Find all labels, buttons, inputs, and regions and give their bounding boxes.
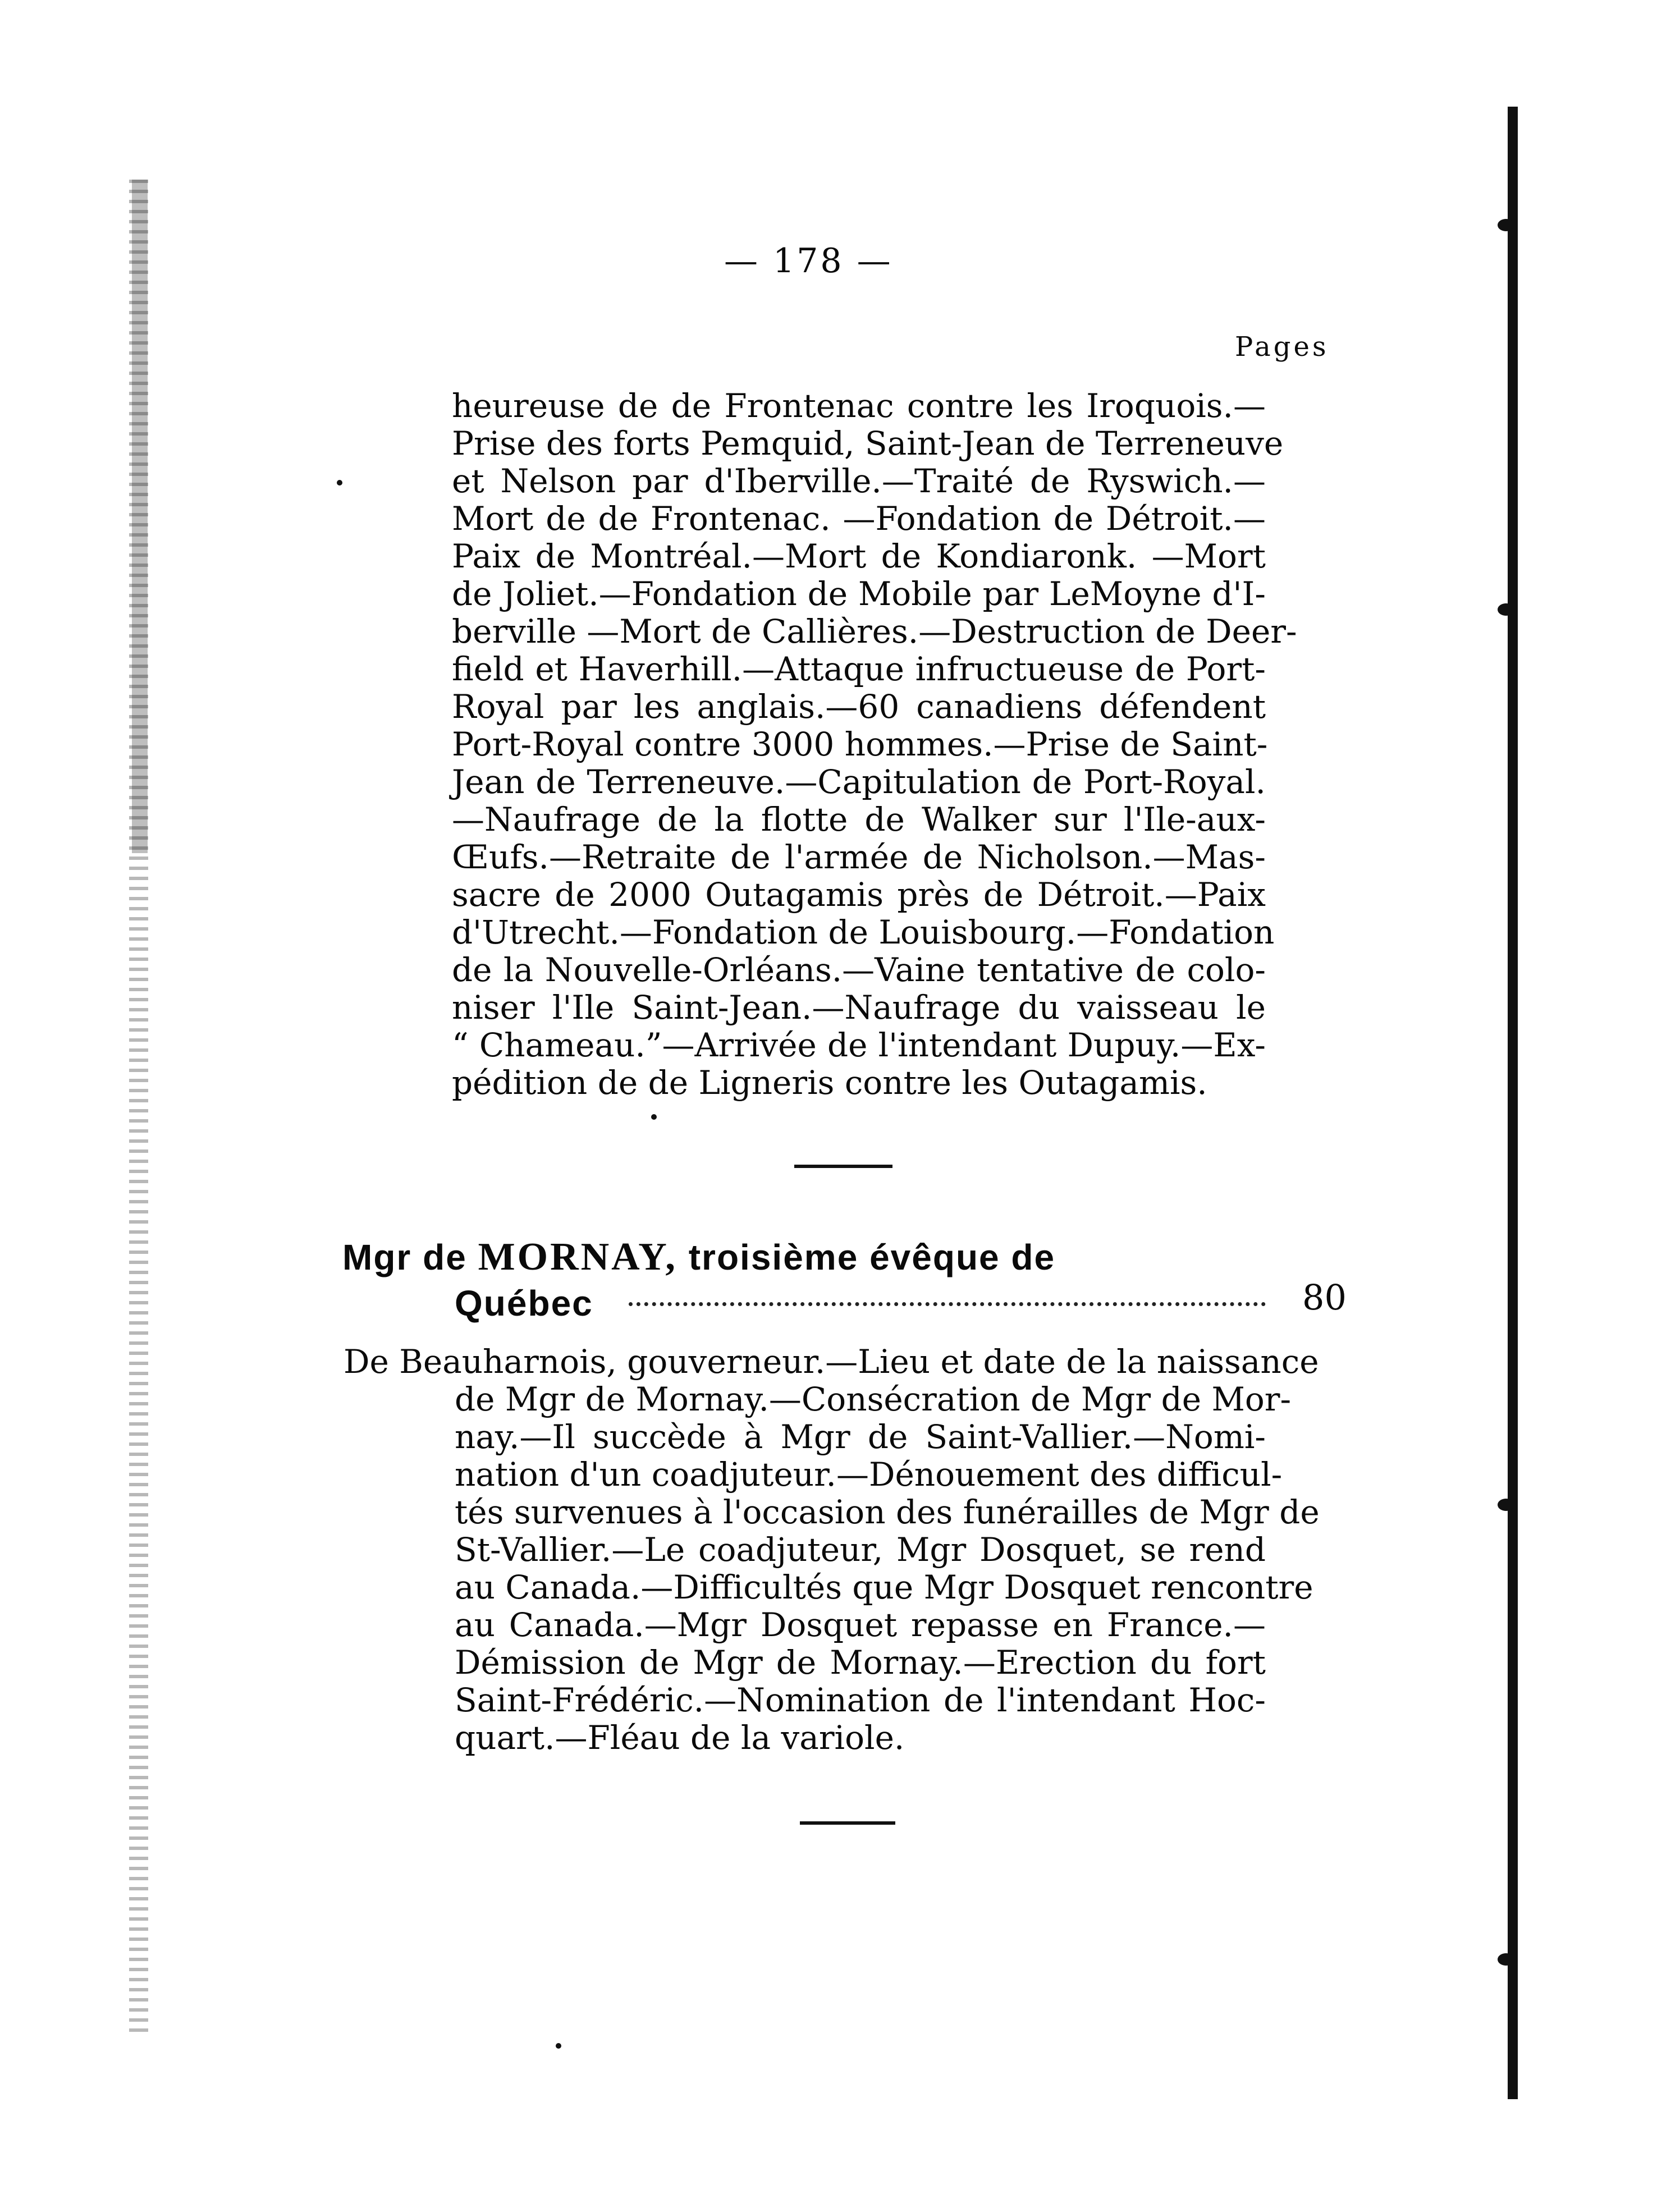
text-line: de Mgr de Mornay.—Consécration de Mgr de Mor- <box>455 1380 1292 1418</box>
text-line: Port-Royal contre 3000 hommes.—Prise de Saint- <box>452 725 1268 763</box>
text-line: St-Vallier.—Le coadjuteur, Mgr Dosquet, se rend <box>455 1531 1266 1569</box>
text-line: d'Utrecht.—Fondation de Louisbourg.—Fondation <box>452 913 1275 951</box>
ink-speck <box>556 2043 561 2049</box>
dot-leader <box>629 1302 1266 1306</box>
text-line: —Naufrage de la flotte de Walker sur l'Ile-aux- <box>452 800 1266 839</box>
ink-speck <box>337 480 342 486</box>
text-line: pédition de de Ligneris contre les Outagamis. <box>452 1064 1207 1102</box>
text-line: field et Haverhill.—Attaque infructueuse de Port- <box>452 650 1266 688</box>
text-line: heureuse de de Frontenac contre les Iroquois.— <box>452 387 1266 425</box>
text-line: et Nelson par d'Iberville.—Traité de Ryswich.— <box>452 462 1266 500</box>
section-divider <box>800 1821 895 1825</box>
text-line: au Canada.—Mgr Dosquet repasse en France.— <box>455 1606 1266 1644</box>
text-line: Prise des forts Pemquid, Saint-Jean de Terreneuve <box>452 424 1284 462</box>
text-line: Jean de Terreneuve.—Capitulation de Port-Royal. <box>452 763 1266 801</box>
title-prefix: Mgr de <box>342 1237 467 1277</box>
binding-notch <box>1498 603 1514 616</box>
binding-notch <box>1498 219 1514 231</box>
text-line: de Joliet.—Fondation de Mobile par LeMoyne d'I- <box>452 575 1266 613</box>
section-page-ref: 80 <box>1302 1277 1347 1318</box>
section-title-continued: Québec <box>455 1283 593 1323</box>
text-line: niser l'Ile Saint-Jean.—Naufrage du vaisseau le <box>452 988 1266 1027</box>
text-line: Paix de Montréal.—Mort de Kondiaronk. —Mort <box>452 537 1266 575</box>
text-line: Mort de de Frontenac. —Fondation de Détroit.— <box>452 500 1266 538</box>
text-line: Œufs.—Retraite de l'armée de Nicholson.—Mas- <box>452 838 1266 876</box>
section-divider <box>794 1165 892 1168</box>
title-name: MORNAY, <box>478 1235 678 1279</box>
text-line: De Beauharnois, gouverneur.—Lieu et date de la naissance <box>344 1343 1319 1381</box>
text-line: de la Nouvelle-Orléans.—Vaine tentative de colo- <box>452 951 1266 989</box>
text-line: Démission de Mgr de Mornay.—Erection du fort <box>455 1643 1266 1682</box>
binding-notch <box>1498 1499 1514 1511</box>
text-line: au Canada.—Difficultés que Mgr Dosquet rencontre <box>455 1568 1313 1606</box>
binding-edge <box>1508 107 1518 2099</box>
text-line: nay.—Il succède à Mgr de Saint-Vallier.—Nomi- <box>455 1418 1266 1456</box>
scan-edge-shadow <box>132 180 148 853</box>
ink-speck <box>651 1114 657 1120</box>
text-line: berville —Mort de Callières.—Destruction de Deer- <box>452 612 1297 651</box>
text-line: Royal par les anglais.—60 canadiens défendent <box>452 688 1266 726</box>
title-suffix: troisième évêque de <box>688 1237 1056 1277</box>
text-line: nation d'un coadjuteur.—Dénouement des difficul- <box>455 1455 1283 1494</box>
page-number: — 178 — <box>724 241 893 281</box>
text-line: quart.—Fléau de la variole. <box>455 1719 905 1757</box>
text-line: tés survenues à l'occasion des funérailles de Mgr de <box>455 1493 1320 1531</box>
text-line: sacre de 2000 Outagamis près de Détroit.—Paix <box>452 876 1266 914</box>
binding-notch <box>1498 1953 1514 1966</box>
text-line: Saint-Frédéric.—Nomination de l'intendant Hoc- <box>455 1681 1266 1719</box>
pages-column-label: Pages <box>1235 331 1329 363</box>
text-line: “ Chameau.”—Arrivée de l'intendant Dupuy.—Ex- <box>452 1026 1266 1064</box>
section-title <box>342 1235 1055 1280</box>
